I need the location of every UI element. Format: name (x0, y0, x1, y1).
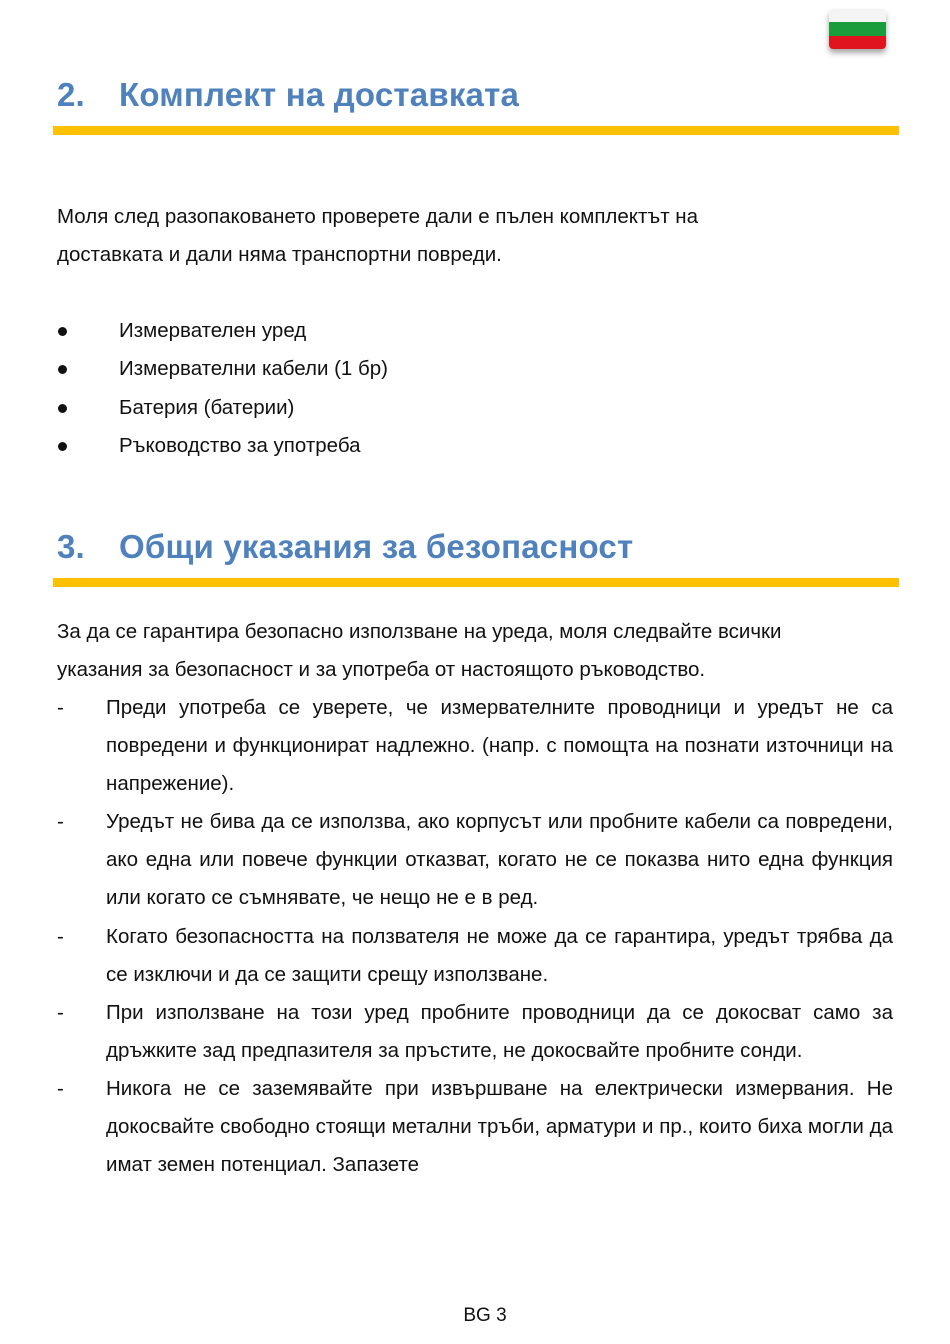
section-3-intro-line2: указания за безопасност и за употреба от настоящото ръководство. (57, 658, 706, 681)
section-2-rule (53, 126, 899, 135)
dash-marker: - (57, 924, 64, 948)
list-item: - Уредът не бива да се използва, ако корпусът или пробните кабели са повредени, ако една или повече функции отказват, когато не се показва нито една функция или когато се съмнявате, че нещо не е в ред. (57, 803, 893, 917)
bullet-icon (58, 404, 67, 413)
section-3-title: Общи указания за безопасност (119, 528, 634, 565)
section-2-intro (57, 198, 698, 274)
dash-marker: - (57, 810, 64, 834)
section-2-number: 2. (57, 76, 85, 113)
safety-instructions-list (57, 689, 893, 1184)
flag-stripe-white (829, 9, 886, 22)
section-2-intro-line2: доставката и дали няма транспортни повреди. (57, 243, 502, 266)
bullet-icon (58, 365, 67, 374)
dash-marker: - (57, 696, 64, 719)
section-2-intro-line1: Моля след разопаковането проверете дали е пълен комплектът на (57, 205, 699, 228)
section-3-number: 3. (57, 528, 85, 565)
dash-marker: - (57, 1000, 64, 1024)
flag-stripe-red (829, 36, 886, 49)
flag-stripe-green (829, 22, 886, 35)
list-item: Измервателни кабели (1 бр) (57, 350, 388, 388)
list-item: - Никога не се заземявайте при извършване на електрически измервания. Не докосвайте свободно стоящи метални тръби, арматури и пр., които биха могли да имат земен потенциал. Запазете (57, 1070, 893, 1184)
page-number: BG 3 (463, 1305, 507, 1326)
list-item: Батерия (батерии) (57, 389, 388, 427)
list-item: - При използване на този уред пробните проводници да се докосват само за дръжките зад предпазителя за пръстите, не докосвайте пробните сонди. (57, 994, 893, 1070)
list-item: Измервателен уред (57, 312, 388, 350)
section-3-intro (57, 613, 781, 689)
list-item: Ръководство за употреба (57, 427, 388, 465)
list-item: - Когато безопасността на ползвателя не може да се гарантира, уредът трябва да се изключи и да се защити срещу използване. (57, 918, 893, 994)
section-3-rule (53, 578, 899, 587)
section-3-intro-line1: За да се гарантира безопасно използване на уреда, моля следвайте всички (57, 620, 782, 643)
bullet-icon (58, 442, 67, 451)
section-3-heading (57, 528, 633, 566)
delivery-contents-list (57, 312, 388, 465)
section-2-heading (57, 76, 519, 114)
list-item: - Преди употреба се уверете, че измервателните проводници и уредът не са повредени и функционират надлежно. (напр. с помощта на познати източници на напрежение). (57, 689, 893, 803)
bulgarian-flag-icon (829, 9, 886, 49)
section-2-title: Комплект на доставката (119, 76, 519, 113)
bullet-icon (58, 327, 67, 336)
dash-marker: - (57, 1076, 64, 1100)
